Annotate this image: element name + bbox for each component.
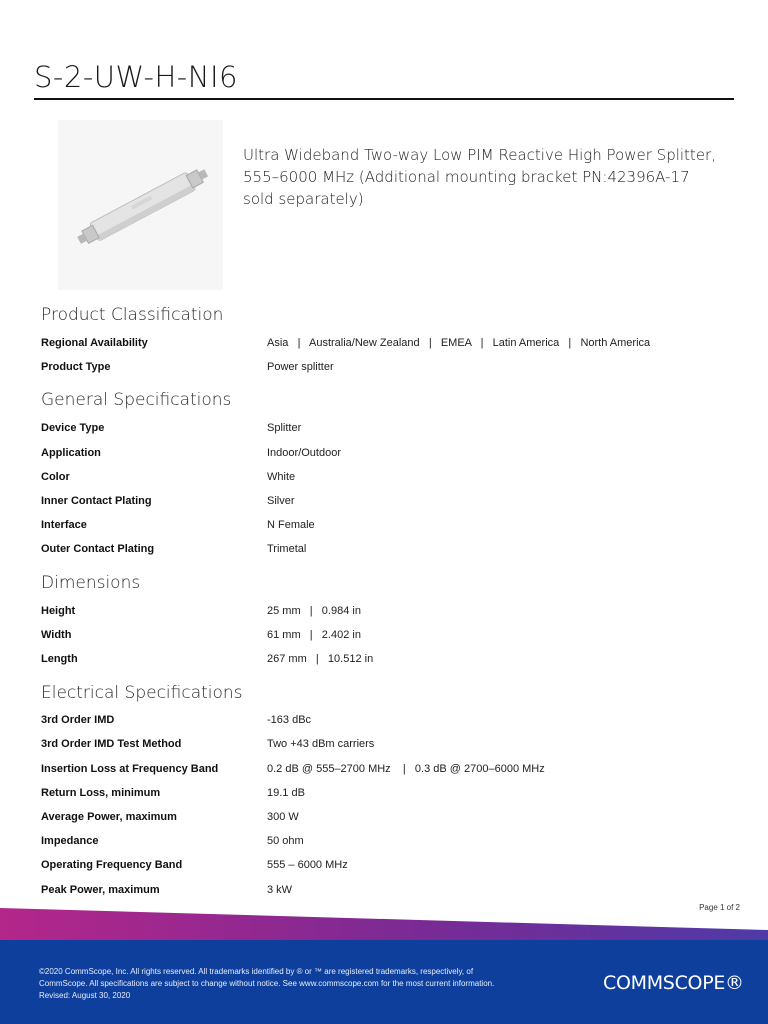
spec-value: 0.2 dB @ 555–2700 MHz | 0.3 dB @ 2700–6000 MHz xyxy=(267,763,545,775)
spec-label: Impedance xyxy=(41,835,99,847)
product-title: S-2-UW-H-NI6 xyxy=(34,60,238,94)
spec-value: Two +43 dBm carriers xyxy=(267,738,375,750)
spec-row xyxy=(41,422,731,442)
spec-value: Asia | Australia/New Zealand | EMEA | Latin America | North America xyxy=(267,337,651,349)
spec-value: 3 kW xyxy=(267,884,293,896)
commscope-logo: COMMSCOPE® xyxy=(603,972,744,994)
spec-label: Average Power, maximum xyxy=(41,811,177,823)
spec-value: N Female xyxy=(267,519,315,531)
section-heading-electrical: Electrical Specifications xyxy=(41,683,243,703)
spec-label: 3rd Order IMD Test Method xyxy=(41,738,182,750)
spec-value: White xyxy=(267,471,296,483)
spec-label: Return Loss, minimum xyxy=(41,787,161,799)
spec-label: Regional Availability xyxy=(41,337,148,349)
spec-label: Interface xyxy=(41,519,87,531)
spec-row xyxy=(41,714,731,734)
spec-label: Peak Power, maximum xyxy=(41,884,160,896)
spec-label: Device Type xyxy=(41,422,105,434)
spec-row xyxy=(41,543,731,563)
spec-label: Length xyxy=(41,653,78,665)
spec-row xyxy=(41,629,731,649)
spec-label: Outer Contact Plating xyxy=(41,543,155,555)
title-divider xyxy=(34,98,734,100)
copyright-text: ©2020 CommScope, Inc. All rights reserved. All trademarks identified by ® or ™ are registered trademarks, respectively, of CommScope. All specifications are subject to change without notice. See www.commscope.com for the most current information. Revised: August 30, 2020 xyxy=(39,967,495,1000)
spec-label: Color xyxy=(41,471,70,483)
spec-row xyxy=(41,653,731,673)
spec-row xyxy=(41,835,731,855)
spec-label: Inner Contact Plating xyxy=(41,495,152,507)
spec-row xyxy=(41,605,731,625)
spec-value: 300 W xyxy=(267,811,299,823)
section-heading-classification: Product Classification xyxy=(41,305,224,325)
spec-row xyxy=(41,811,731,831)
spec-label: Width xyxy=(41,629,72,641)
section-heading-dimensions: Dimensions xyxy=(41,573,141,593)
spec-value: Silver xyxy=(267,495,295,507)
spec-value: Trimetal xyxy=(267,543,307,555)
spec-value: 25 mm | 0.984 in xyxy=(267,605,361,617)
section-heading-general: General Specifications xyxy=(41,390,232,410)
spec-row xyxy=(41,738,731,758)
spec-label: Product Type xyxy=(41,361,111,373)
spec-label: Insertion Loss at Frequency Band xyxy=(41,763,219,775)
spec-value: 50 ohm xyxy=(267,835,304,847)
spec-row xyxy=(41,884,731,904)
spec-label: Height xyxy=(41,605,76,617)
spec-row xyxy=(41,859,731,879)
spec-row xyxy=(41,337,731,357)
spec-value: Splitter xyxy=(267,422,302,434)
page-number: Page 1 of 2 xyxy=(699,903,740,912)
spec-value: Power splitter xyxy=(267,361,334,373)
spec-value: -163 dBc xyxy=(267,714,312,726)
spec-row xyxy=(41,787,731,807)
spec-value: 61 mm | 2.402 in xyxy=(267,629,361,641)
product-description: Ultra Wideband Two-way Low PIM Reactive High Power Splitter, 555–6000 MHz (Additional mounting bracket PN:42396A-17 sold separately) xyxy=(243,146,716,208)
spec-value: 267 mm | 10.512 in xyxy=(267,653,374,665)
spec-row xyxy=(41,763,731,783)
spec-value: 555 – 6000 MHz xyxy=(267,859,348,871)
spec-row xyxy=(41,447,731,467)
spec-value: Indoor/Outdoor xyxy=(267,447,341,459)
spec-label: Operating Frequency Band xyxy=(41,859,183,871)
spec-label: Application xyxy=(41,447,101,459)
spec-label: 3rd Order IMD xyxy=(41,714,115,726)
spec-row xyxy=(41,519,731,539)
spec-value: 19.1 dB xyxy=(267,787,305,799)
product-image xyxy=(58,120,223,290)
spec-row xyxy=(41,471,731,491)
spec-row xyxy=(41,361,731,381)
spec-row xyxy=(41,495,731,515)
